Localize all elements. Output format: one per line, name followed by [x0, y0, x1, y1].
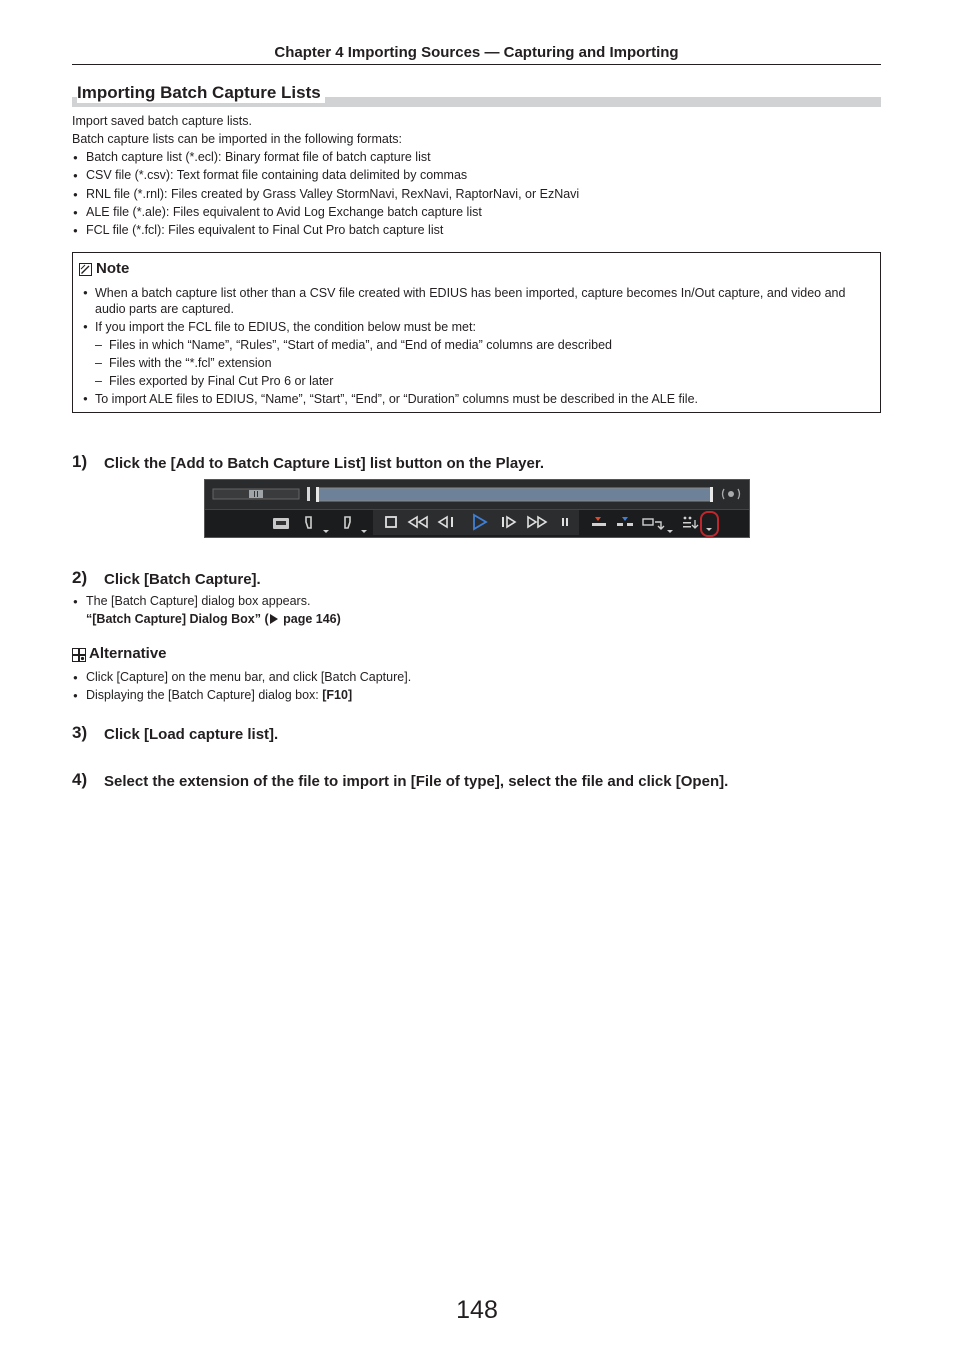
slider-handle[interactable] [249, 490, 263, 498]
formats-list [72, 150, 579, 241]
list-item: ● Batch capture list (*.ecl): Binary format file of batch capture list [72, 150, 579, 165]
list-item: ● FCL file (*.fcl): Files equivalent to Final Cut Pro batch capture list [72, 223, 579, 238]
alternative-heading [72, 645, 167, 663]
step2-result-list [72, 594, 310, 612]
condition-list [95, 337, 862, 389]
note-item-text: If you import the FCL file to EDIUS, the condition below must be met: [95, 320, 476, 334]
note-box [72, 252, 881, 413]
note-icon [79, 263, 92, 276]
step-number: 3) [72, 723, 88, 742]
condition-item: – Files exported by Final Cut Pro 6 or later [95, 373, 862, 389]
alt-item-text: Displaying the [Batch Capture] dialog box: [86, 688, 323, 703]
player-screenshot [204, 479, 750, 538]
step-text: Click [Load capture list]. [104, 726, 279, 743]
step-number: 1) [72, 452, 88, 471]
list-item: ● Click [Capture] on the menu bar, and click [Batch Capture]. [72, 670, 411, 685]
list-item: ● The [Batch Capture] dialog box appears. [72, 594, 310, 609]
list-item: ● RNL file (*.rnl): Files created by Grass Valley StormNavi, RexNavi, RaptorNavi, or EzNavi [72, 187, 579, 202]
chapter-header: Chapter 4 Importing Sources — Capturing and Importing [274, 44, 679, 61]
condition-item: – Files in which “Name”, “Rules”, “Start of media”, and “End of media” columns are described [95, 337, 862, 353]
step-number: 2) [72, 568, 88, 587]
capture-icon[interactable] [273, 518, 289, 529]
note-list [82, 285, 862, 409]
alternative-list [72, 670, 411, 707]
list-item [72, 688, 411, 703]
note-item: ● When a batch capture list other than a CSV file created with EDIUS has been imported, capture becomes In/Out capture, and video and audio parts are captured. [82, 285, 862, 317]
list-item: ● CSV file (*.csv): Text format file containing data delimited by commas [72, 168, 579, 183]
note-item: ● To import ALE files to EDIUS, “Name”, “Start”, “End”, or “Duration” columns must be described in the ALE file. [82, 391, 862, 407]
cross-reference-link[interactable] [86, 612, 341, 627]
alternative-icon [72, 648, 85, 661]
position-bar[interactable] [317, 488, 712, 501]
step-text: Click the [Add to Batch Capture List] list button on the Player. [104, 455, 545, 472]
intro-text: Import saved batch capture lists. [72, 114, 252, 128]
timeline-position-icon [307, 487, 310, 501]
formats-lead: Batch capture lists can be imported in the following formats: [72, 132, 403, 146]
alternative-heading-label: Alternative [89, 645, 167, 662]
list-item: ● ALE file (*.ale): Files equivalent to Avid Log Exchange batch capture list [72, 205, 579, 220]
shortcut-key: [F10] [322, 688, 353, 703]
page-arrow-icon [270, 614, 278, 624]
step-text: Click [Batch Capture]. [104, 571, 261, 588]
ref-page: page 146) [279, 612, 341, 626]
note-item [82, 319, 862, 389]
note-heading [79, 260, 129, 278]
step-text: Select the extension of the file to import in [File of type], select the file and click [Open]. [104, 773, 729, 790]
note-heading-label: Note [96, 260, 130, 277]
condition-item: – Files with the “*.fcl” extension [95, 355, 862, 371]
section-title: Importing Batch Capture Lists [77, 83, 325, 103]
step-number: 4) [72, 770, 88, 789]
header-rule [72, 64, 881, 65]
ref-text: “[Batch Capture] Dialog Box” ( [86, 612, 269, 626]
page-number: 148 [456, 1296, 498, 1324]
